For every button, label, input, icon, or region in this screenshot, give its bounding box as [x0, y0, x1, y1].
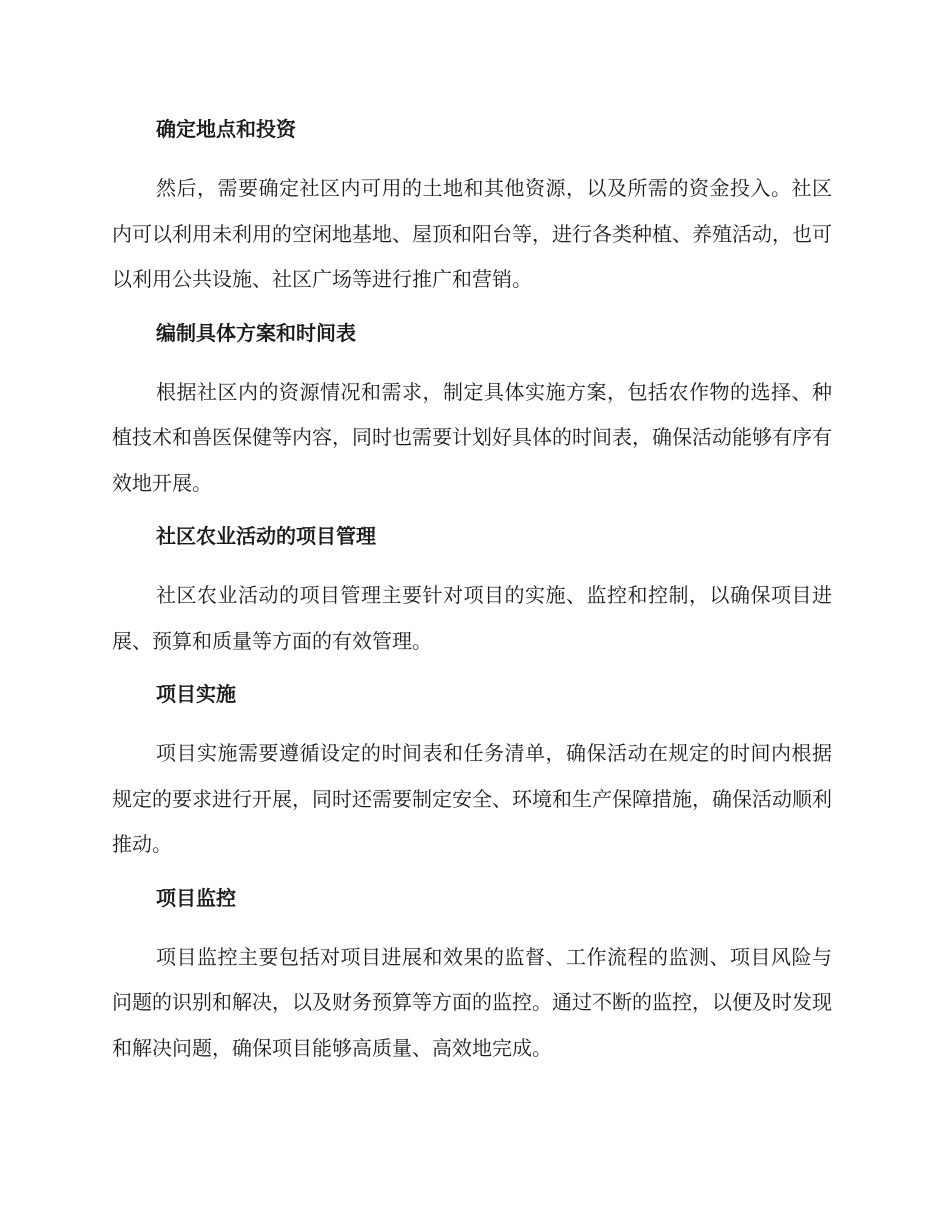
section-paragraph: 根据社区内的资源情况和需求，制定具体实施方案，包括农作物的选择、种植技术和兽医保健等内容，同时也需要计划好具体的时间表，确保活动能够有序有效地开展。	[112, 379, 832, 495]
section-heading: 社区农业活动的项目管理	[156, 524, 376, 548]
section-paragraph: 项目监控主要包括对项目进展和效果的监督、工作流程的监测、项目风险与问题的识别和解决，以及财务预算等方面的监控。通过不断的监控，以便及时发现和解决问题，确保项目能够高质量、高效地完成。	[112, 944, 832, 1060]
section-project-management	[112, 519, 832, 664]
section-project-monitoring	[112, 881, 832, 1072]
section-project-implementation	[112, 677, 832, 868]
section-site-investment	[112, 112, 832, 303]
document-page	[112, 112, 832, 1084]
section-heading: 项目监控	[156, 885, 236, 910]
section-heading: 确定地点和投资	[156, 117, 296, 141]
section-heading: 项目实施	[156, 682, 236, 706]
section-paragraph: 项目实施需要遵循设定的时间表和任务清单，确保活动在规定的时间内根据规定的要求进行开展，同时还需要制定安全、环境和生产保障措施，确保活动顺利推动。	[112, 741, 832, 856]
section-plan-schedule	[112, 316, 832, 507]
section-paragraph: 然后，需要确定社区内可用的土地和其他资源，以及所需的资金投入。社区内可以利用未利用的空闲地基地、屋顶和阳台等，进行各类种植、养殖活动，也可以利用公共设施、社区广场等进行推广和营销。	[112, 176, 832, 291]
section-heading: 编制具体方案和时间表	[156, 320, 356, 345]
section-paragraph: 社区农业活动的项目管理主要针对项目的实施、监控和控制，以确保项目进展、预算和质量等方面的有效管理。	[112, 583, 832, 653]
